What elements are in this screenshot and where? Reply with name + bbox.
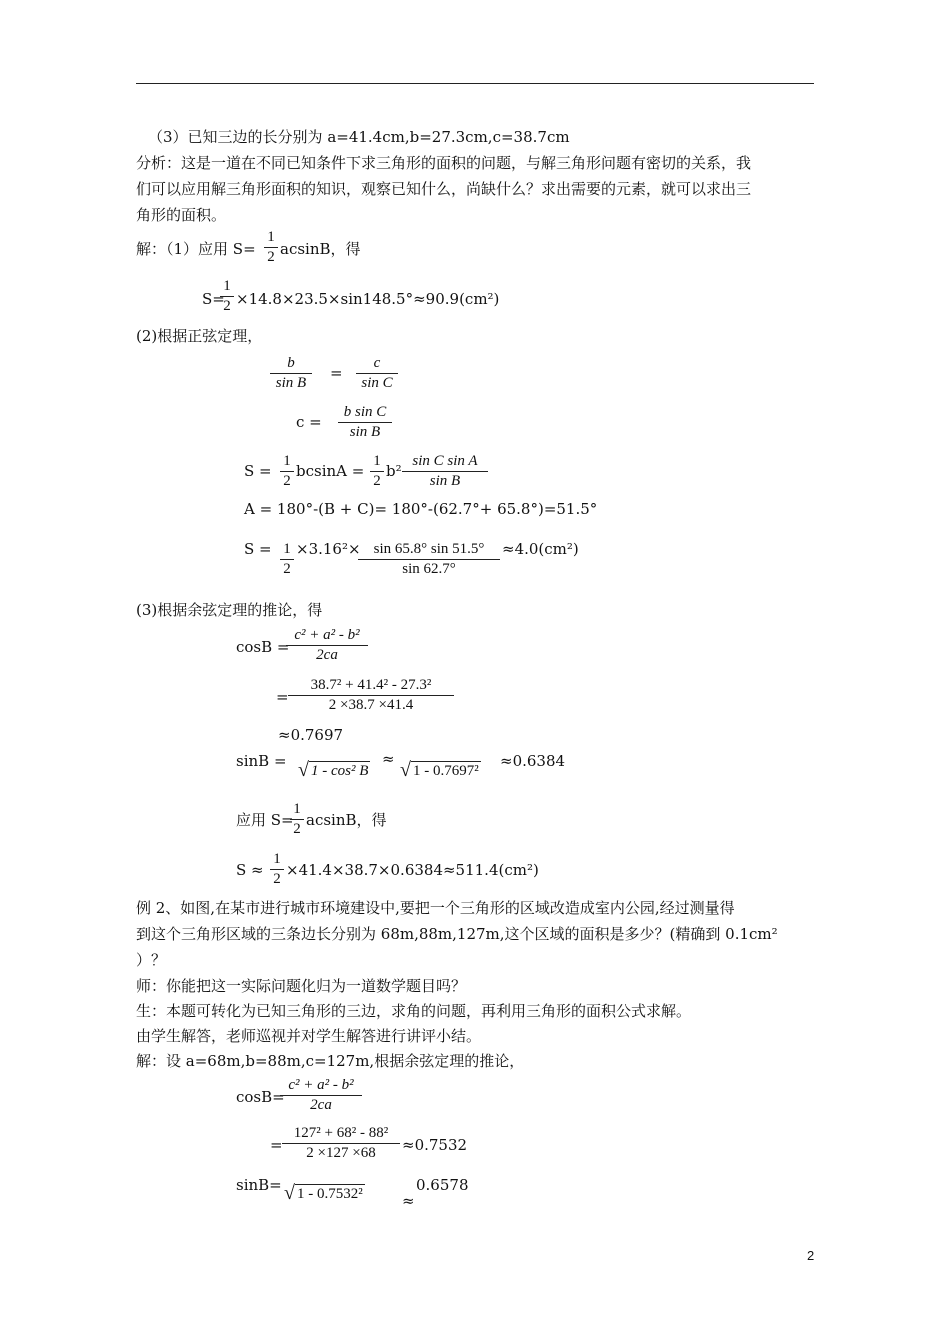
sinB-result: ≈0.6384 (500, 752, 566, 770)
S3-prefix: S ≈ (236, 861, 264, 879)
approx-symbol: ≈ (382, 750, 395, 768)
fraction-half: 1 2 (280, 452, 294, 491)
student-reply: 生：本题可转化为已知三角形的三边，求角的问题，再利用三角形的面积公式求解。 (136, 1002, 692, 1020)
example-2-line-2: 到这个三角形区域的三条边长分别为 68m,88m,127m,这个区域的面积是多少？(精确到 0.1cm² (136, 925, 778, 943)
cosB-equals: = (276, 688, 289, 706)
apply-formula-suffix: acsinB，得 (306, 811, 387, 829)
fraction-half: 1 2 (270, 850, 284, 889)
sqrt-one-minus-07697: √ 1 - 0.7697² (400, 759, 479, 781)
solution-1-prefix: 解：（1）应用 S= (136, 240, 256, 258)
sinB2-result: 0.6578 (416, 1176, 469, 1194)
header-rule (136, 83, 814, 84)
S2-prefix: S = (244, 540, 272, 558)
fraction-sinCsinA-over-sinB: sin C sin A sin B (402, 452, 488, 491)
sinB-label: sinB = (236, 752, 287, 770)
analysis-line-2: 们可以应用解三角形面积的知识，观察已知什么，尚缺什么？求出需要的元素，就可以求出三 (136, 180, 752, 198)
analysis-line-3: 角形的面积。 (136, 206, 227, 224)
fraction-cos-formula-2: c² + a² - b² 2ca (280, 1076, 362, 1115)
example-2-line-1: 例 2、如图,在某市进行城市环境建设中,要把一个三角形的区域改造成室内公园,经过测量得 (136, 899, 735, 917)
fraction-b-over-sinB: b sin B (270, 354, 312, 393)
b-squared: b² (386, 462, 402, 480)
cosB2-equals: = (270, 1136, 283, 1154)
fraction-cos-numeric: 38.7² + 41.4² - 27.3² 2 ×38.7 ×41.4 (288, 676, 454, 715)
teacher-question: 师：你能把这一实际问题化归为一道数学题目吗？ (136, 977, 467, 995)
student-answer-note: 由学生解答，老师巡视并对学生解答进行讲评小结。 (136, 1027, 482, 1045)
angle-A-equation: A = 180°-(B + C)= 180°-(62.7°+ 65.8°)=51.5° (244, 500, 598, 518)
solution-3-heading: (3)根据余弦定理的推论，得 (136, 601, 323, 619)
fraction-half: 1 2 (280, 540, 294, 579)
fraction-sin-product: sin 65.8° sin 51.5° sin 62.7° (358, 540, 500, 579)
fraction-half: 1 2 (370, 452, 384, 491)
sqrt-one-minus-07532: √ 1 - 0.7532² (284, 1182, 363, 1204)
c-equals: c = (296, 413, 322, 431)
fraction-half: 1 2 (264, 228, 278, 267)
fraction-half: 1 2 (220, 277, 234, 316)
S3-body: ×41.4×38.7×0.6384≈511.4(cm²) (286, 861, 539, 879)
S-equals-mid: bcsinA = (296, 462, 365, 480)
equation-1-body: ×14.8×23.5×sin148.5°≈90.9(cm²) (236, 290, 500, 308)
example-2-line-3: ）？ (136, 951, 167, 969)
apply-formula-prefix: 应用 S= (236, 811, 294, 829)
solution-1-suffix: acsinB，得 (280, 240, 361, 258)
cosB2-result: ≈0.7532 (402, 1136, 468, 1154)
fraction-c-over-sinC: c sin C (356, 354, 398, 393)
analysis-line-1: 分析：这是一道在不同已知条件下求三角形的面积的问题，与解三角形问题有密切的关系，我 (136, 154, 752, 172)
S2-mid: ×3.16²× (296, 540, 361, 558)
sqrt-one-minus-cos2B: √ 1 - cos² B (298, 759, 369, 781)
equation-1-prefix: S= (202, 290, 225, 308)
example-2-solution: 解：设 a=68m,b=88m,c=127m,根据余弦定理的推论， (136, 1052, 525, 1070)
fraction-cos-formula: c² + a² - b² 2ca (286, 626, 368, 665)
cosB-approx: ≈0.7697 (278, 726, 344, 744)
sinB2-label: sinB= (236, 1176, 282, 1194)
fraction-half: 1 2 (290, 800, 304, 839)
solution-2-heading: (2)根据正弦定理， (136, 327, 263, 345)
S-equals-prefix: S = (244, 462, 272, 480)
sinB2-approx: ≈ (402, 1192, 415, 1210)
equals-sign: = (330, 364, 343, 382)
fraction-cos2-numeric: 127² + 68² - 88² 2 ×127 ×68 (282, 1124, 400, 1163)
S2-result: ≈4.0(cm²) (502, 540, 579, 558)
problem-3-given: （3）已知三边的长分别为 a=41.4cm,b=27.3cm,c=38.7cm (148, 128, 570, 146)
fraction-bsinC-over-sinB: b sin C sin B (338, 403, 392, 442)
cosB2-label: cosB= (236, 1088, 285, 1106)
page-number: 2 (807, 1248, 815, 1263)
cosB-label: cosB = (236, 638, 290, 656)
